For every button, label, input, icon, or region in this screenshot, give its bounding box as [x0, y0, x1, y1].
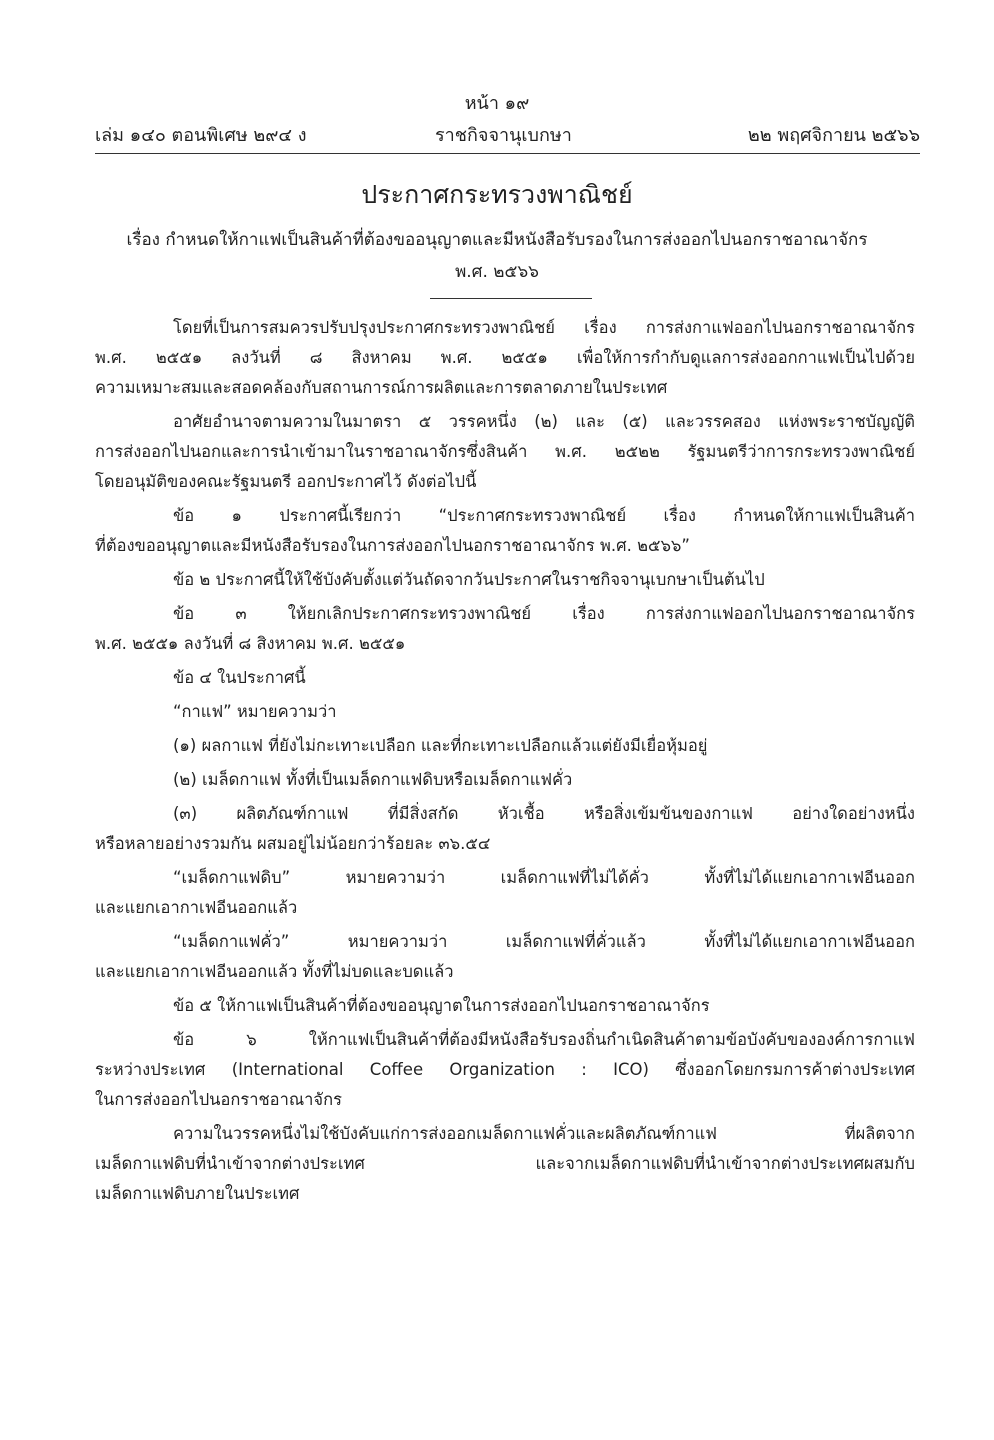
title-divider	[430, 298, 592, 299]
body-line: (๑) ผลกาแฟ ที่ยังไม่กะเทาะเปลือก และที่กะเทาะเปลือกแล้วแต่ยังมีเยื่อหุ้มอยู่	[173, 736, 708, 755]
announcement-subject: เรื่อง กำหนดให้กาแฟเป็นสินค้าที่ต้องขออนุญาตและมีหนังสือรับรองในการส่งออกไปนอกราชอาณาจักร	[126, 230, 868, 250]
gazette-name: ราชกิจจานุเบกษา	[435, 125, 572, 146]
volume-info: เล่ม ๑๔๐ ตอนพิเศษ ๒๙๔ ง	[95, 125, 307, 146]
body-line: ข้อ ๑ ประกาศนี้เรียกว่า “ประกาศกระทรวงพาณิชย์ เรื่อง กำหนดให้กาแฟเป็นสินค้า	[173, 506, 915, 525]
body-line: โดยที่เป็นการสมควรปรับปรุงประกาศกระทรวงพาณิชย์ เรื่อง การส่งกาแฟออกไปนอกราชอาณาจักร	[173, 318, 915, 337]
body-line: ที่ต้องขออนุญาตและมีหนังสือรับรองในการส่งออกไปนอกราชอาณาจักร พ.ศ. ๒๕๖๖”	[95, 536, 690, 555]
gazette-header	[95, 120, 920, 152]
body-line: ข้อ ๕ ให้กาแฟเป็นสินค้าที่ต้องขออนุญาตในการส่งออกไปนอกราชอาณาจักร	[173, 996, 710, 1015]
body-line: “เมล็ดกาแฟดิบ” หมายความว่า เมล็ดกาแฟที่ไม่ได้คั่ว ทั้งที่ไม่ได้แยกเอากาเฟอีนออก	[173, 868, 915, 887]
body-line: ความเหมาะสมและสอดคล้องกับสถานการณ์การผลิตและการตลาดภายในประเทศ	[95, 378, 668, 397]
body-line: ในการส่งออกไปนอกราชอาณาจักร	[95, 1090, 342, 1109]
body-line: ระหว่างประเทศ (International Coffee Organization : ICO) ซึ่งออกโดยกรมการค้าต่างประเทศ	[95, 1060, 915, 1079]
body-line: “กาแฟ” หมายความว่า	[173, 702, 337, 721]
body-line: อาศัยอำนาจตามความในมาตรา ๕ วรรคหนึ่ง (๒) และ (๕) และวรรคสอง แห่งพระราชบัญญัติ	[173, 412, 915, 431]
announcement-body	[95, 313, 915, 1209]
body-line: เมล็ดกาแฟดิบที่นำเข้าจากต่างประเทศ และจากเมล็ดกาแฟดิบที่นำเข้าจากต่างประเทศผสมกับ	[95, 1154, 915, 1173]
page-number: หน้า ๑๙	[464, 93, 530, 114]
header-divider	[95, 153, 920, 154]
announcement-year: พ.ศ. ๒๕๖๖	[455, 262, 539, 282]
body-line: (๓) ผลิตภัณฑ์กาแฟ ที่มีสิ่งสกัด หัวเชื้อ หรือสิ่งเข้มข้นของกาแฟ อย่างใดอย่างหนึ่ง	[173, 804, 915, 823]
body-line: ข้อ ๔ ในประกาศนี้	[173, 668, 306, 687]
body-line: พ.ศ. ๒๕๕๑ ลงวันที่ ๘ สิงหาคม พ.ศ. ๒๕๕๑ เพื่อให้การกำกับดูแลการส่งออกกาแฟเป็นไปด้วย	[95, 348, 915, 367]
announcement-title: ประกาศกระทรวงพาณิชย์	[361, 180, 633, 209]
body-line: ความในวรรคหนึ่งไม่ใช้บังคับแก่การส่งออกเมล็ดกาแฟคั่วและผลิตภัณฑ์กาแฟ ที่ผลิตจาก	[173, 1124, 915, 1143]
body-line: พ.ศ. ๒๕๕๑ ลงวันที่ ๘ สิงหาคม พ.ศ. ๒๕๕๑	[95, 634, 406, 653]
body-line: โดยอนุมัติของคณะรัฐมนตรี ออกประกาศไว้ ดังต่อไปนี้	[95, 472, 477, 491]
body-line: ข้อ ๒ ประกาศนี้ให้ใช้บังคับตั้งแต่วันถัดจากวันประกาศในราชกิจจานุเบกษาเป็นต้นไป	[173, 570, 765, 589]
body-line: หรือหลายอย่างรวมกัน ผสมอยู่ไม่น้อยกว่าร้อยละ ๓๖.๕๔	[95, 834, 491, 853]
body-line: ข้อ ๓ ให้ยกเลิกประกาศกระทรวงพาณิชย์ เรื่อง การส่งกาแฟออกไปนอกราชอาณาจักร	[173, 604, 915, 623]
body-line: การส่งออกไปนอกและการนำเข้ามาในราชอาณาจักรซึ่งสินค้า พ.ศ. ๒๕๒๒ รัฐมนตรีว่าการกระทรวงพาณิชย์	[95, 442, 915, 461]
publish-date: ๒๒ พฤศจิกายน ๒๕๖๖	[747, 125, 920, 146]
body-line: และแยกเอากาเฟอีนออกแล้ว ทั้งที่ไม่บดและบดแล้ว	[95, 962, 454, 981]
body-line: “เมล็ดกาแฟคั่ว” หมายความว่า เมล็ดกาแฟที่คั่วแล้ว ทั้งที่ไม่ได้แยกเอากาเฟอีนออก	[173, 932, 915, 951]
body-line: และแยกเอากาเฟอีนออกแล้ว	[95, 898, 298, 917]
body-line: (๒) เมล็ดกาแฟ ทั้งที่เป็นเมล็ดกาแฟดิบหรือเมล็ดกาแฟคั่ว	[173, 770, 573, 789]
body-line: ข้อ ๖ ให้กาแฟเป็นสินค้าที่ต้องมีหนังสือรับรองถิ่นกำเนิดสินค้าตามข้อบังคับขององค์การกาแฟ	[173, 1030, 915, 1049]
body-line: เมล็ดกาแฟดิบภายในประเทศ	[95, 1184, 300, 1203]
